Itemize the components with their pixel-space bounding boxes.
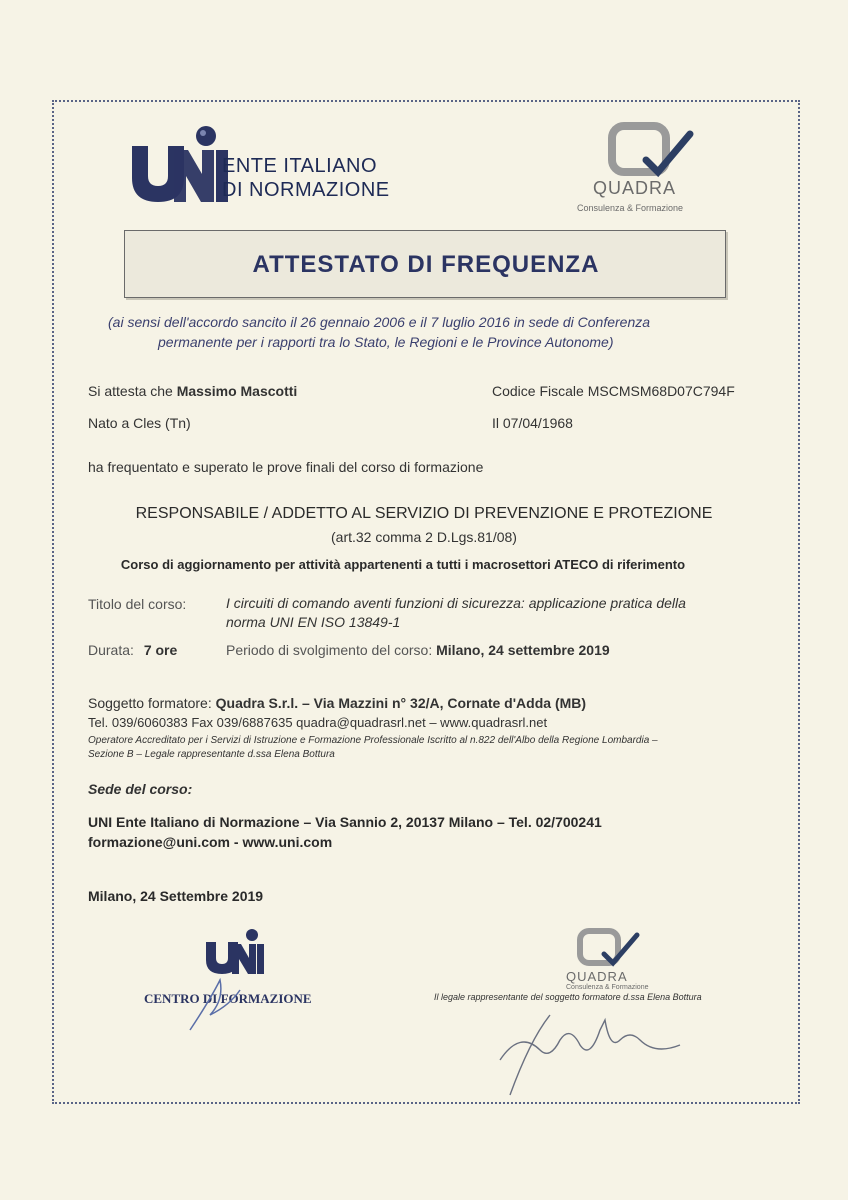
quadra-small-logo-icon [572, 928, 644, 972]
left-signature-icon [180, 960, 250, 1040]
quadra-name: QUADRA [593, 178, 677, 198]
born-date: 07/04/1968 [502, 415, 573, 431]
venue-line2: formazione@uni.com - www.uni.com [88, 834, 333, 850]
quadra-small-sub: Consulenza & Formazione [566, 984, 649, 991]
uni-logo-icon [130, 124, 230, 204]
duration-value: 7 ore [143, 642, 178, 658]
uni-title [222, 154, 390, 202]
course-article: (art.32 comma 2 D.Lgs.81/08) [331, 529, 517, 545]
course-title-label: Titolo del corso: [88, 596, 187, 612]
born-row [88, 415, 191, 431]
venue-label: Sede del corso: [88, 781, 193, 797]
quadra-logo-icon [600, 122, 700, 182]
date-place: Milano, 24 Settembre 2019 [88, 888, 264, 904]
course-heading: RESPONSABILE / ADDETTO AL SERVIZIO DI PREVENZIONE E PROTEZIONE [135, 505, 713, 522]
course-title-line2: norma UNI EN ISO 13849-1 [226, 614, 401, 630]
codice-fiscale-row [492, 383, 735, 399]
course-title-line1: I circuiti di comando aventi funzioni di sicurezza: applicazione pratica della [226, 595, 686, 611]
quadra-small-name: QUADRA [566, 969, 628, 984]
frequentato-text: ha frequentato e superato le prove finali del corso di formazione [88, 459, 484, 475]
duration-row [88, 642, 177, 658]
title-box [124, 230, 726, 298]
born-date-row [492, 415, 573, 431]
venue-line1: UNI Ente Italiano di Normazione – Via Sannio 2, 20137 Milano – Tel. 02/700241 [88, 814, 602, 830]
period-label: Periodo di svolgimento del corso: [226, 642, 433, 658]
uni-title-line2: DI NORMAZIONE [222, 179, 390, 201]
subtitle-line2: permanente per i rapporti tra lo Stato, le Regioni e le Province Autonome) [158, 334, 614, 350]
cf-label: Codice Fiscale [492, 383, 584, 399]
right-signature-icon [490, 1000, 690, 1100]
born-place: Cles (Tn) [133, 415, 191, 431]
document-title: ATTESTATO DI FREQUENZA [252, 251, 600, 278]
centro-label: CENTRO DI FORMAZIONE [144, 991, 312, 1006]
quadra-subtitle: Consulenza & Formazione [577, 203, 684, 213]
trainer-value: Quadra S.r.l. – Via Mazzini n° 32/A, Cornate d'Adda (MB) [215, 695, 587, 711]
period-row [226, 642, 610, 658]
born-date-label: Il [492, 415, 499, 431]
trainer-contacts: Tel. 039/6060383 Fax 039/6887635 quadra@quadrasrl.net – www.quadrasrl.net [88, 715, 548, 730]
duration-label: Durata: [88, 642, 134, 658]
trainer-label: Soggetto formatore: [88, 695, 212, 711]
attesta-row [88, 383, 297, 399]
legal-representative: Il legale rappresentante del soggetto formatore d.ssa Elena Bottura [434, 992, 702, 1002]
cf-value: MSCMSM68D07C794F [587, 383, 735, 399]
uni-title-line1: ENTE ITALIANO [222, 155, 378, 177]
born-label: Nato a [88, 415, 130, 431]
person-name: Massimo Mascotti [176, 383, 298, 399]
trainer-row [88, 695, 586, 711]
attesta-label: Si attesta che [88, 383, 173, 399]
subtitle-line1: (ai sensi dell'accordo sancito il 26 gennaio 2006 e il 7 luglio 2016 in sede di Conferenza [108, 314, 651, 330]
trainer-note-line2: Sezione B – Legale rappresentante d.ssa Elena Bottura [88, 749, 335, 760]
course-update: Corso di aggiornamento per attività appartenenti a tutti i macrosettori ATECO di riferimento [120, 557, 686, 572]
period-value: Milano, 24 settembre 2019 [436, 642, 610, 658]
trainer-note-line1: Operatore Accreditato per i Servizi di Istruzione e Formazione Professionale Iscritto al n.822 dell'Albo della Regione Lombardia – [88, 735, 658, 746]
